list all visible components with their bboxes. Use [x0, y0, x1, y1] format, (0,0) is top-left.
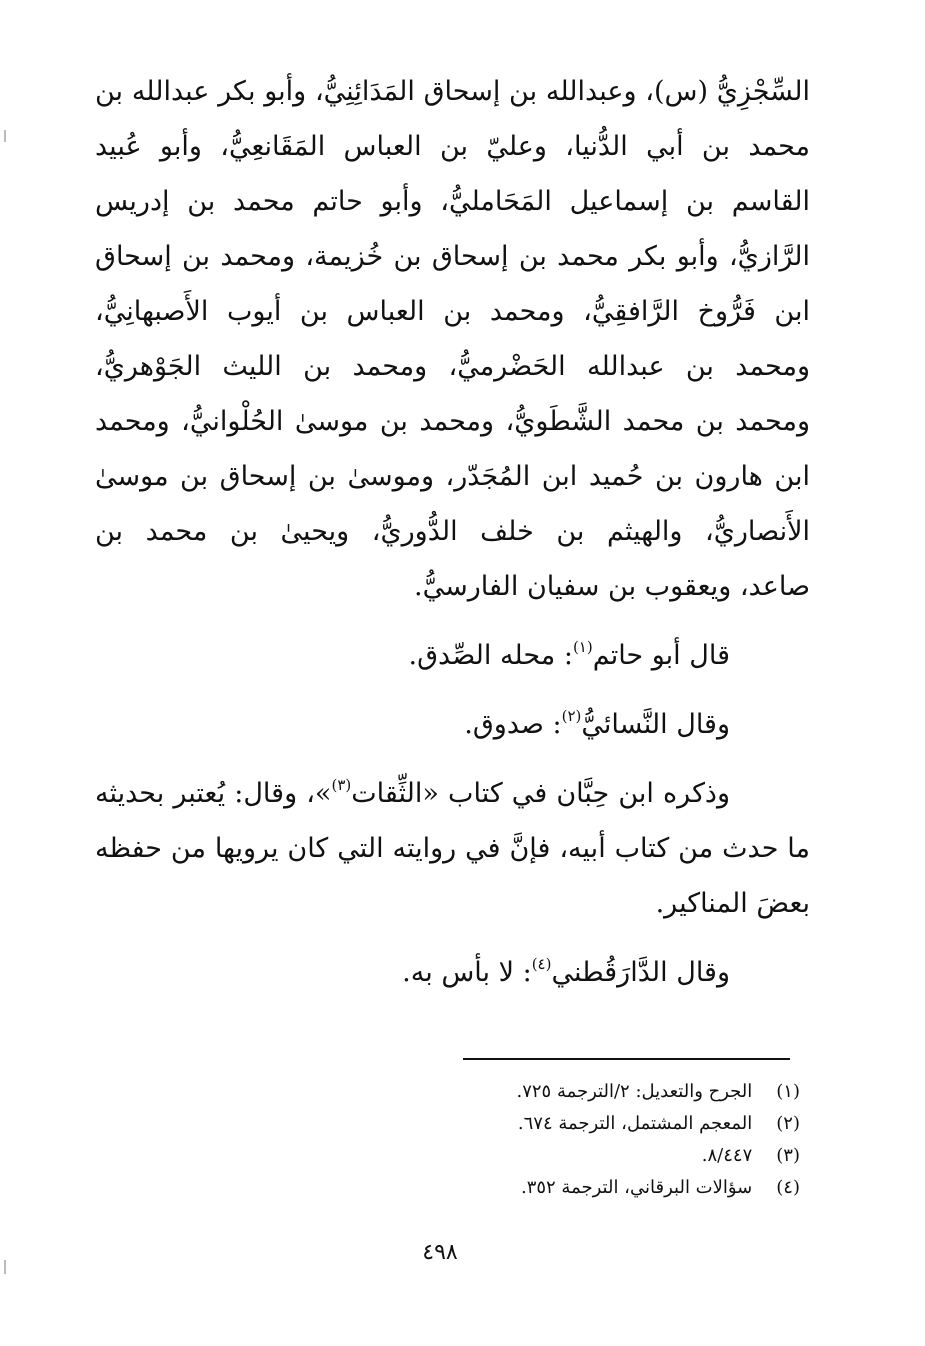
footnote-separator	[463, 1058, 790, 1060]
quote-ibn-hibban-line: ما حدث من كتاب أبيه، فإنَّ في روايته التي كان يرويها من حفظه	[95, 833, 810, 864]
quote-nasai: وقال النَّسائيُّ$^{(٢)}$: صدوق.	[464, 707, 730, 740]
text-line: الرَّازيُّ، وأبو بكر محمد بن إسحاق بن خُزيمة، ومحمد بن إسحاق	[95, 241, 810, 272]
footnote-ref[interactable]: (٣)	[331, 776, 352, 794]
text-line: صاعد، ويعقوب بن سفيان الفارسيُّ.	[414, 571, 810, 602]
quote-ibn-hibban-line: بعضَ المناكير.	[655, 888, 810, 919]
text-line: ابن هارون بن حُميد ابن المُجَدّر، وموسىٰ بن إسحاق بن موسىٰ	[95, 461, 810, 492]
footnotes	[440, 1076, 800, 1204]
text-line: ابن فَرُّوخ الرَّافقِيُّ، ومحمد بن العباس بن أيوب الأَصبهانِيُّ،	[95, 296, 810, 327]
footnote-item: (٤) سؤالات البرقاني، الترجمة ٣٥٢.	[520, 1177, 800, 1198]
text-line: ومحمد بن محمد الشَّطَويُّ، ومحمد بن موسىٰ الحُلْوانيُّ، ومحمد	[95, 406, 810, 437]
footnote-ref[interactable]: (٤)	[531, 955, 552, 973]
footnote-item: (٣) ٨/٤٤٧.	[701, 1145, 800, 1166]
footnote-ref[interactable]: (١)	[572, 638, 593, 656]
text-line: محمد بن أبي الدُّنيا، وعليّ بن العباس المَقَانعِيُّ، وأبو عُبيد	[95, 131, 810, 162]
text-line: السِّجْزِيُّ (س)، وعبدالله بن إسحاق المَدَائِنِيُّ، وأبو بكر عبدالله بن	[95, 76, 810, 107]
quote-abu-hatim: قال أبو حاتم$^{(١)}$: محله الصِّدق.	[408, 638, 730, 671]
footnote-ref[interactable]: (٢)	[561, 707, 582, 725]
page-number: ٤٩٨	[422, 1240, 458, 1265]
main-text	[95, 64, 810, 1000]
text-line: القاسم بن إسماعيل المَحَامليُّ، وأبو حاتم محمد بن إدريس	[95, 186, 810, 217]
text-line: الأَنصاريُّ، والهيثم بن خلف الدُّوريُّ، ويحيىٰ بن محمد بن	[95, 516, 810, 547]
scan-edge-mark	[4, 130, 6, 142]
text-line: ومحمد بن عبدالله الحَضْرميُّ، ومحمد بن الليث الجَوْهريُّ،	[95, 351, 810, 382]
footnote-item: (١) الجرح والتعديل: ٢/الترجمة ٧٢٥.	[516, 1081, 800, 1102]
quote-ibn-hibban-line: وذكره ابن حِبَّان في كتاب «الثِّقات$^{(٣)}$»، وقال: يُعتبر بحديثه	[95, 776, 730, 809]
footnote-item: (٢) المعجم المشتمل، الترجمة ٦٧٤.	[517, 1113, 800, 1134]
quote-daraqutni: وقال الدَّارَقُطني$^{(٤)}$: لا بأس به.	[402, 955, 730, 988]
